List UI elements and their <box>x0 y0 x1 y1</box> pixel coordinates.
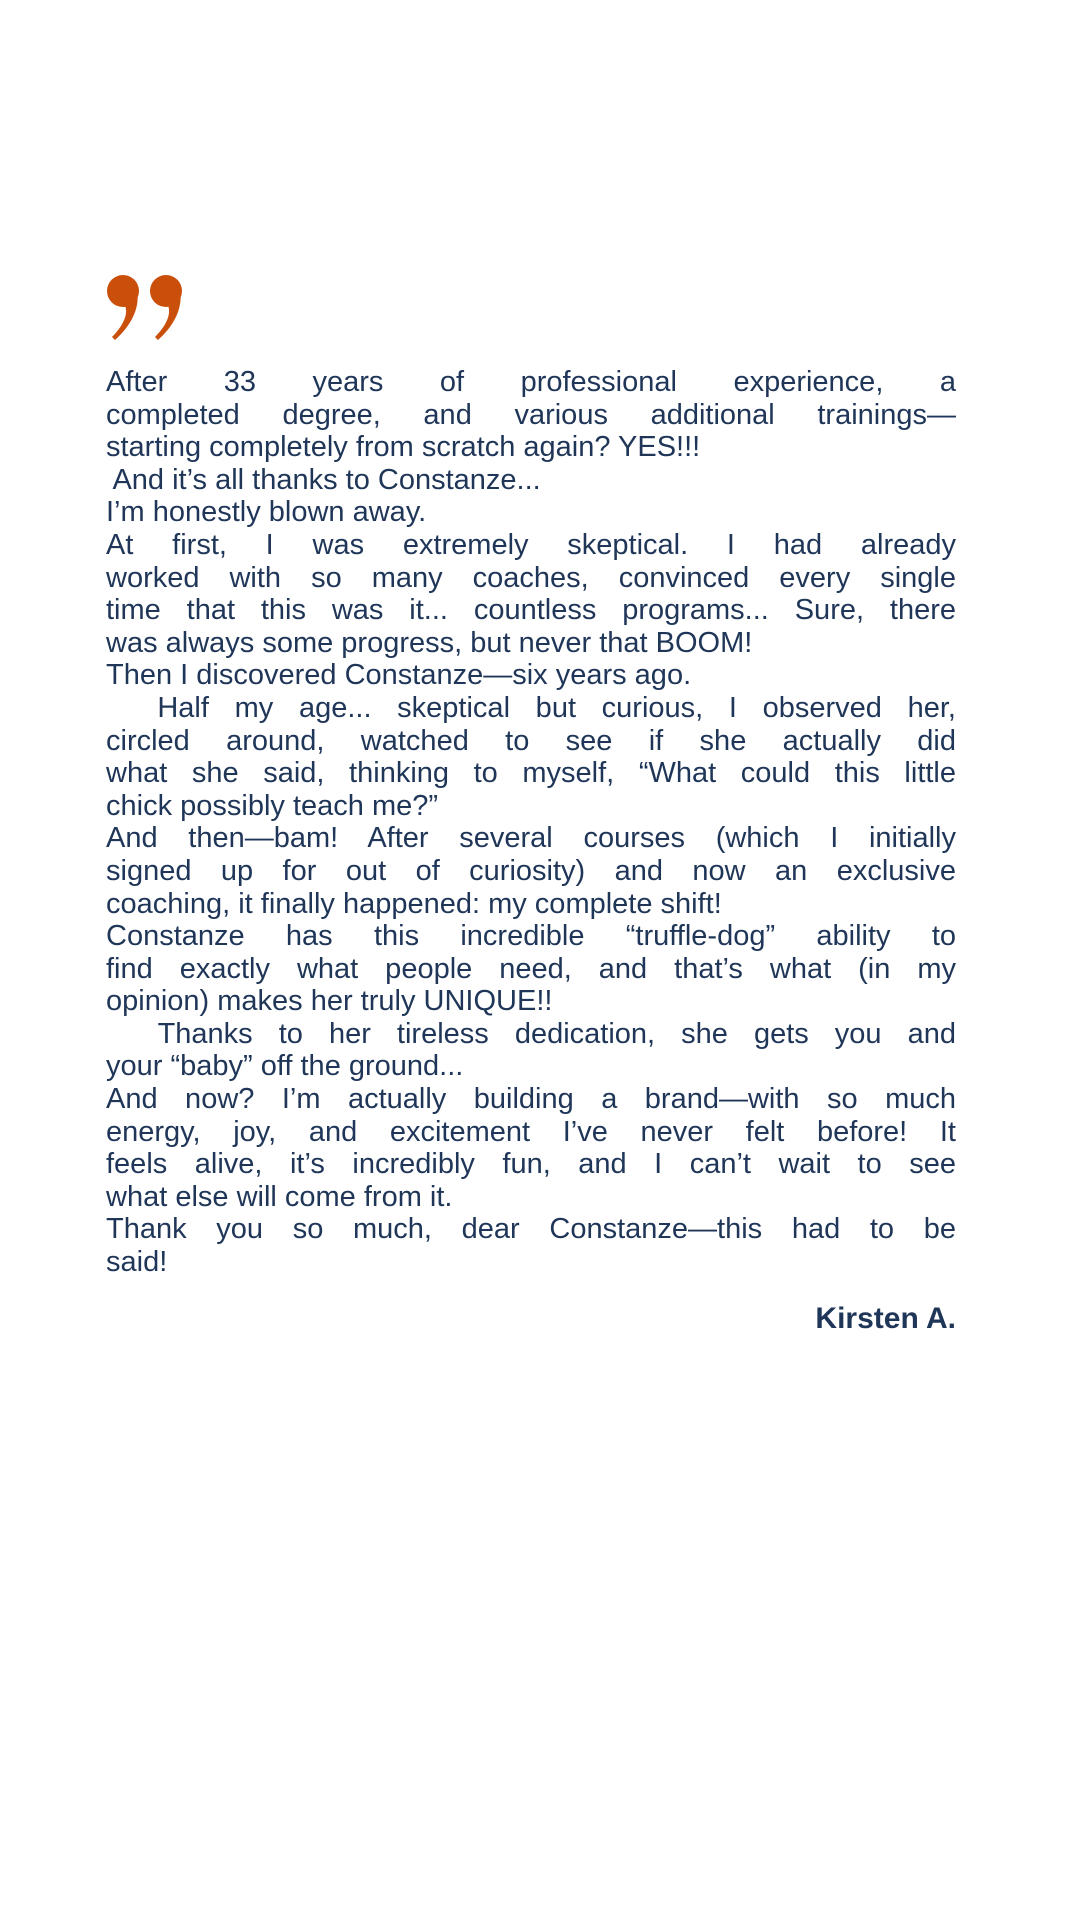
text-line: And now? I’m actually building a brand—with so much <box>106 1083 956 1116</box>
testimonial-text <box>106 366 956 1279</box>
text-line: said! <box>106 1246 168 1279</box>
paragraph <box>106 529 956 659</box>
text-line: I’m honestly blown away. <box>106 496 427 529</box>
paragraph <box>106 1213 956 1278</box>
text-line: was always some progress, but never that BOOM! <box>106 626 753 659</box>
paragraph <box>106 822 956 920</box>
text-line: Then I discovered Constanze—six years ago. <box>106 659 692 692</box>
text-line: coaching, it finally happened: my complete shift! <box>106 887 722 920</box>
testimonial-author: Kirsten A. <box>815 1302 956 1335</box>
text-line: what she said, thinking to myself, “What could this little <box>106 757 956 790</box>
paragraph <box>106 464 956 497</box>
text-line: energy, joy, and excitement I’ve never felt before! It <box>106 1115 956 1148</box>
text-line: signed up for out of curiosity) and now an exclusive <box>106 854 956 887</box>
text-line: feels alive, it’s incredibly fun, and I can’t wait to see <box>106 1148 956 1181</box>
text-line: At first, I was extremely skeptical. I had already <box>106 528 956 561</box>
paragraph <box>106 1083 956 1213</box>
text-line: worked with so many coaches, convinced every single <box>106 561 956 594</box>
paragraph <box>106 1018 956 1083</box>
text-line: circled around, watched to see if she actually did <box>106 724 956 757</box>
text-line: chick possibly teach me?” <box>106 789 439 822</box>
text-line: And then—bam! After several courses (which I initially <box>106 822 956 855</box>
text-line: your “baby” off the ground... <box>106 1050 464 1083</box>
text-line: time that this was it... countless programs... Sure, there <box>106 594 956 627</box>
paragraph <box>106 659 956 692</box>
text-line: opinion) makes her truly UNIQUE!! <box>106 985 553 1018</box>
text-line: Half my age... skeptical but curious, I observed her, <box>106 691 956 724</box>
closing-quote-icon <box>106 274 194 342</box>
paragraph <box>106 366 956 464</box>
text-line: After 33 years of professional experience, a <box>106 366 956 398</box>
paragraph <box>106 692 956 822</box>
paragraph <box>106 920 956 1018</box>
text-line: And it’s all thanks to Constanze... <box>106 463 541 496</box>
text-line: find exactly what people need, and that’s what (in my <box>106 952 956 985</box>
text-line: Thanks to her tireless dedication, she gets you and <box>106 1017 956 1050</box>
text-line: starting completely from scratch again? YES!!! <box>106 431 701 464</box>
paragraph <box>106 496 956 529</box>
text-line: completed degree, and various additional trainings— <box>106 398 956 431</box>
text-line: Thank you so much, dear Constanze—this had to be <box>106 1213 956 1246</box>
text-line: Constanze has this incredible “truffle-dog” ability to <box>106 920 956 953</box>
text-line: what else will come from it. <box>106 1180 453 1213</box>
